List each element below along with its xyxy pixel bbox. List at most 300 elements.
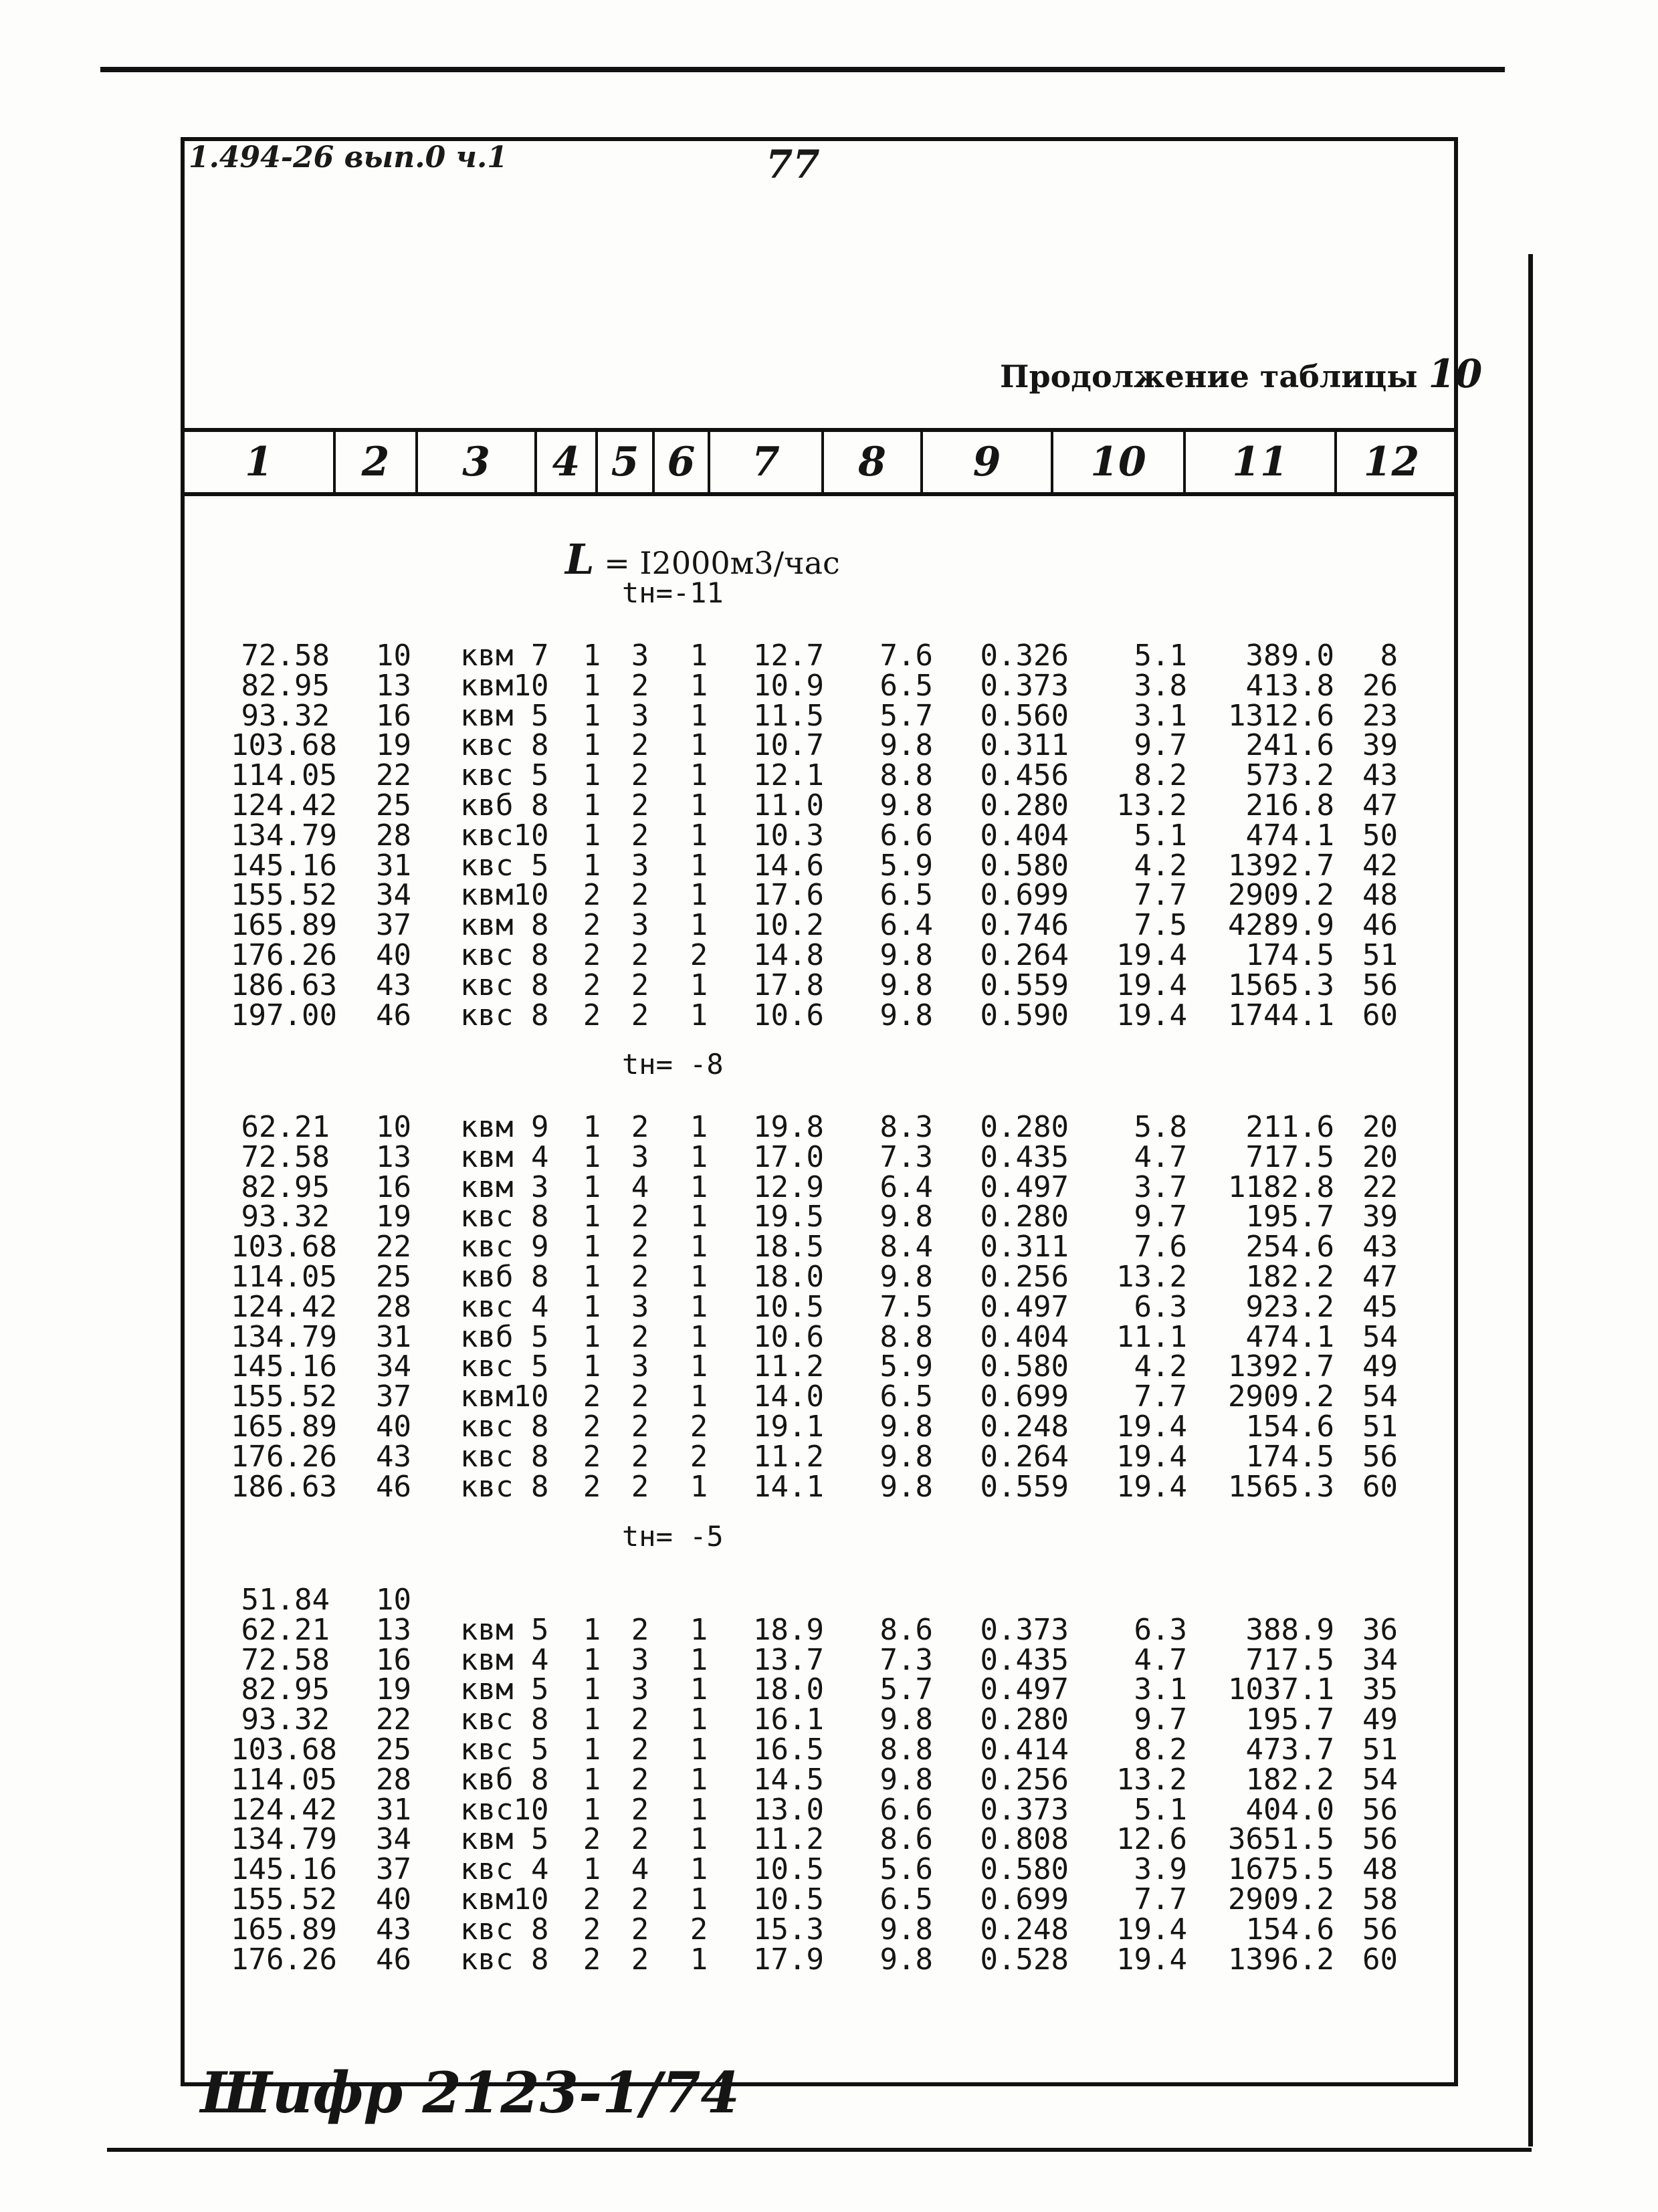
- table-cell-col6: 1: [690, 1289, 708, 1324]
- table-cell-col5: 2: [631, 1110, 649, 1144]
- table-cell-col3: квб 8: [460, 1260, 549, 1294]
- table-cell-col2: 46: [376, 998, 411, 1032]
- table-cell-col5: 2: [631, 1762, 649, 1797]
- table-cell-col8: 6.5: [879, 1882, 933, 1916]
- table-cell-col4: 1: [583, 728, 601, 763]
- table-cell-col11: 573.2: [1245, 758, 1334, 793]
- table-cell-col12: 34: [1362, 1642, 1398, 1677]
- flow-value: = I2000м3/час: [604, 545, 840, 581]
- table-cell-col5: 2: [631, 1439, 649, 1474]
- table-cell-col10: 19.4: [1116, 1469, 1187, 1504]
- table-cell-col3: квм 5: [460, 698, 549, 733]
- table-cell-col6: 1: [690, 758, 708, 793]
- table-cell-col2: 10: [376, 639, 411, 673]
- table-cell-col11: 474.1: [1245, 1319, 1334, 1354]
- table-cell-col7: 18.0: [753, 1260, 824, 1294]
- table-cell-col1: 114.05: [231, 1260, 337, 1294]
- table-cell-col2: 22: [376, 1702, 411, 1737]
- table-cell-col3: квм10: [460, 668, 549, 703]
- table-cell-col7: 11.2: [753, 1439, 824, 1474]
- table-cell-col3: квс 8: [460, 938, 549, 972]
- table-cell-col2: 28: [376, 818, 411, 853]
- table-cell-col1: 62.21: [241, 1110, 330, 1144]
- table-cell-col1: 82.95: [241, 1170, 330, 1204]
- table-cell-col6: 1: [690, 1200, 708, 1234]
- table-cell-col1: 124.42: [231, 788, 337, 822]
- table-cell-col1: 155.52: [231, 878, 337, 913]
- table-cell-col10: 3.9: [1134, 1852, 1187, 1887]
- table-cell-col6: 1: [690, 1349, 708, 1384]
- continuation-label: Продолжение таблицы: [1000, 358, 1418, 395]
- table-cell-col1: 134.79: [231, 818, 337, 853]
- table-cell-col6: 1: [690, 968, 708, 1002]
- table-cell-col2: 19: [376, 1672, 411, 1707]
- table-cell-col12: 36: [1362, 1612, 1398, 1647]
- table-cell-col12: 58: [1362, 1882, 1398, 1916]
- table-cell-col10: 6.3: [1134, 1612, 1187, 1647]
- col-header-9: 9: [923, 432, 1053, 492]
- table-cell-col11: 154.6: [1245, 1410, 1334, 1444]
- table-cell-col1: 155.52: [231, 1379, 337, 1414]
- table-cell-col8: 9.8: [879, 1260, 933, 1294]
- table-cell-col1: 103.68: [231, 728, 337, 763]
- table-cell-col8: 6.4: [879, 1170, 933, 1204]
- table-cell-col9: 0.248: [980, 1912, 1069, 1947]
- table-cell-col5: 2: [631, 1942, 649, 1977]
- table-cell-col4: 1: [583, 758, 601, 793]
- table-cell-col7: 17.8: [753, 968, 824, 1002]
- table-cell-col9: 0.264: [980, 938, 1069, 972]
- table-cell-col12: 22: [1362, 1170, 1398, 1204]
- table-cell-col6: 1: [690, 1822, 708, 1857]
- table-cell-col3: квс 5: [460, 848, 549, 883]
- table-cell-col10: 3.8: [1134, 668, 1187, 703]
- table-cell-col1: 186.63: [231, 968, 337, 1002]
- table-cell-col5: 2: [631, 1792, 649, 1827]
- table-cell-col2: 19: [376, 728, 411, 763]
- table-cell-col7: 19.1: [753, 1410, 824, 1444]
- table-cell-col3: квс 8: [460, 1702, 549, 1737]
- col-header-2: 2: [336, 432, 418, 492]
- table-cell-col9: 0.699: [980, 1882, 1069, 1916]
- table-cell-col3: квм10: [460, 878, 549, 913]
- table-cell-col10: 4.7: [1134, 1139, 1187, 1174]
- table-cell-col5: 2: [631, 1612, 649, 1647]
- table-cell-col11: 388.9: [1245, 1612, 1334, 1647]
- table-cell-col7: 16.5: [753, 1733, 824, 1767]
- table-cell-col12: 56: [1362, 968, 1398, 1002]
- table-cell-col1: 145.16: [231, 1349, 337, 1384]
- table-cell-col12: 47: [1362, 1260, 1398, 1294]
- table-cell-col2: 34: [376, 1822, 411, 1857]
- table-cell-col6: 2: [690, 1439, 708, 1474]
- table-cell-col5: 2: [631, 938, 649, 972]
- table-cell-col11: 1392.7: [1228, 848, 1334, 883]
- table-cell-col8: 8.4: [879, 1230, 933, 1264]
- table-cell-col2: 31: [376, 848, 411, 883]
- table-cell-col9: 0.580: [980, 1349, 1069, 1384]
- table-cell-col1: 82.95: [241, 668, 330, 703]
- table-cell-col10: 5.1: [1134, 1792, 1187, 1827]
- cipher-signature: Шифр 2123-1/74: [201, 2060, 740, 2126]
- table-cell-col9: 0.435: [980, 1642, 1069, 1677]
- table-cell-col3: квс 5: [460, 1349, 549, 1384]
- table-cell-col1: 176.26: [231, 1942, 337, 1977]
- table-cell-col2: 43: [376, 1912, 411, 1947]
- table-cell-col10: 12.6: [1116, 1822, 1187, 1857]
- table-cell-col12: 42: [1362, 848, 1398, 883]
- table-cell-col8: 6.6: [879, 1792, 933, 1827]
- col-header-1: 1: [185, 432, 336, 492]
- table-cell-col3: квс 5: [460, 758, 549, 793]
- table-cell-col12: 8: [1380, 639, 1398, 673]
- table-cell-col3: квм10: [460, 1882, 549, 1916]
- table-cell-col1: 124.42: [231, 1289, 337, 1324]
- table-cell-col12: 60: [1362, 998, 1398, 1032]
- table-cell-col11: 474.1: [1245, 818, 1334, 853]
- table-cell-col7: 11.2: [753, 1349, 824, 1384]
- table-cell-col6: 1: [690, 1762, 708, 1797]
- table-cell-col2: 16: [376, 1170, 411, 1204]
- table-cell-col4: 2: [583, 938, 601, 972]
- table-cell-col9: 0.280: [980, 1200, 1069, 1234]
- continuation-heading: [1000, 351, 1482, 397]
- table-cell-col4: 1: [583, 1702, 601, 1737]
- table-cell-col11: 1565.3: [1228, 1469, 1334, 1504]
- table-cell-col6: 1: [690, 1319, 708, 1354]
- table-cell-col3: квб 8: [460, 788, 549, 822]
- section-temp-label: tн= -5: [622, 1520, 724, 1553]
- table-cell-col8: 9.8: [879, 1762, 933, 1797]
- table-cell-col10: 19.4: [1116, 998, 1187, 1032]
- table-cell-col12: 50: [1362, 818, 1398, 853]
- table-cell-col12: 23: [1362, 698, 1398, 733]
- table-cell-col2: 22: [376, 758, 411, 793]
- table-cell-col9: 0.699: [980, 1379, 1069, 1414]
- table-cell-col6: 1: [690, 1642, 708, 1677]
- table-cell-col11: 413.8: [1245, 668, 1334, 703]
- table-cell-col2: 25: [376, 1260, 411, 1294]
- table-cell-col10: 3.7: [1134, 1170, 1187, 1204]
- table-cell-col8: 8.3: [879, 1110, 933, 1144]
- col-header-5: 5: [598, 432, 655, 492]
- table-cell-col12: 48: [1362, 1852, 1398, 1887]
- table-cell-col7: 14.5: [753, 1762, 824, 1797]
- table-cell-col2: 37: [376, 1852, 411, 1887]
- col-header-10: 10: [1053, 432, 1186, 492]
- table-cell-col10: 4.2: [1134, 1349, 1187, 1384]
- table-cell-col6: 1: [690, 1942, 708, 1977]
- table-cell-col5: 2: [631, 1200, 649, 1234]
- table-cell-col10: 19.4: [1116, 938, 1187, 972]
- table-cell-col2: 34: [376, 878, 411, 913]
- table-cell-col8: 7.6: [879, 639, 933, 673]
- table-cell-col7: 10.5: [753, 1852, 824, 1887]
- table-cell-col10: 8.2: [1134, 758, 1187, 793]
- table-cell-col3: квм 8: [460, 908, 549, 943]
- table-cell-col8: 9.8: [879, 1702, 933, 1737]
- table-cell-col3: квм10: [460, 1379, 549, 1414]
- table-cell-col5: 3: [631, 848, 649, 883]
- table-cell-col12: 48: [1362, 878, 1398, 913]
- table-cell-col5: 2: [631, 788, 649, 822]
- table-cell-col10: 8.2: [1134, 1733, 1187, 1767]
- table-cell-col12: 35: [1362, 1672, 1398, 1707]
- table-cell-col5: 3: [631, 1672, 649, 1707]
- table-cell-col12: 49: [1362, 1349, 1398, 1384]
- table-cell-col12: 45: [1362, 1289, 1398, 1324]
- table-cell-col10: 7.7: [1134, 1882, 1187, 1916]
- table-cell-col3: квб 8: [460, 1762, 549, 1797]
- table-cell-col3: квс 8: [460, 1942, 549, 1977]
- table-cell-col6: 1: [690, 1139, 708, 1174]
- table-cell-col12: 46: [1362, 908, 1398, 943]
- table-cell-col1: 134.79: [231, 1822, 337, 1857]
- table-cell-col7: 11.0: [753, 788, 824, 822]
- table-cell-col10: 9.7: [1134, 728, 1187, 763]
- table-cell-col10: 19.4: [1116, 1410, 1187, 1444]
- table-cell-col5: 2: [631, 1260, 649, 1294]
- table-cell-col4: 1: [583, 1642, 601, 1677]
- table-cell-col4: 2: [583, 1469, 601, 1504]
- table-number: 10: [1428, 351, 1483, 397]
- table-cell-col5: 3: [631, 1139, 649, 1174]
- table-cell-col11: 1565.3: [1228, 968, 1334, 1002]
- table-cell-col9: 0.264: [980, 1439, 1069, 1474]
- table-cell-col12: 49: [1362, 1702, 1398, 1737]
- table-cell-col12: 51: [1362, 1733, 1398, 1767]
- table-cell-col8: 7.3: [879, 1139, 933, 1174]
- table-cell-col9: 0.580: [980, 1852, 1069, 1887]
- table-cell-col9: 0.311: [980, 1230, 1069, 1264]
- flow-symbol: L: [565, 535, 595, 584]
- table-cell-col6: 1: [690, 998, 708, 1032]
- table-cell-col9: 0.580: [980, 848, 1069, 883]
- document-code: 1.494-26 вып.0 ч.1: [189, 140, 508, 175]
- table-cell-col7: 12.1: [753, 758, 824, 793]
- table-cell-col1: 72.58: [241, 1139, 330, 1174]
- table-cell-col9: 0.559: [980, 968, 1069, 1002]
- table-cell-col2: 43: [376, 1439, 411, 1474]
- section-temp-label: tн= -8: [622, 1048, 724, 1081]
- table-cell-col7: 14.6: [753, 848, 824, 883]
- table-cell-col5: 2: [631, 1822, 649, 1857]
- table-cell-col9: 0.248: [980, 1410, 1069, 1444]
- table-cell-col11: 1392.7: [1228, 1349, 1334, 1384]
- table-cell-col8: 6.5: [879, 1379, 933, 1414]
- table-cell-col3: квс 8: [460, 1410, 549, 1444]
- table-cell-col7: 10.5: [753, 1882, 824, 1916]
- table-cell-col3: квс 8: [460, 998, 549, 1032]
- table-cell-col3: квс 8: [460, 1469, 549, 1504]
- table-cell-col1: 197.00: [231, 998, 337, 1032]
- table-cell-col4: 2: [583, 968, 601, 1002]
- table-cell-col7: 19.5: [753, 1200, 824, 1234]
- table-cell-col10: 4.2: [1134, 848, 1187, 883]
- table-cell-col4: 1: [583, 1733, 601, 1767]
- table-cell-col9: 0.311: [980, 728, 1069, 763]
- table-cell-col2: 28: [376, 1762, 411, 1797]
- table-cell-col6: 1: [690, 1852, 708, 1887]
- table-cell-col4: 2: [583, 908, 601, 943]
- table-cell-col10: 7.5: [1134, 908, 1187, 943]
- top-rule: [100, 67, 1505, 72]
- table-cell-col10: 7.6: [1134, 1230, 1187, 1264]
- table-cell-col4: 1: [583, 1170, 601, 1204]
- table-cell-col1: 124.42: [231, 1792, 337, 1827]
- table-cell-col9: 0.326: [980, 639, 1069, 673]
- table-cell-col11: 154.6: [1245, 1912, 1334, 1947]
- table-cell-col12: 56: [1362, 1912, 1398, 1947]
- table-cell-col12: 43: [1362, 758, 1398, 793]
- table-cell-col9: 0.280: [980, 1110, 1069, 1144]
- table-cell-col1: 103.68: [231, 1230, 337, 1264]
- table-cell-col5: 2: [631, 1469, 649, 1504]
- table-cell-col1: 62.21: [241, 1612, 330, 1647]
- table-cell-col10: 9.7: [1134, 1702, 1187, 1737]
- col-header-12: 12: [1363, 439, 1420, 485]
- table-cell-col2: 28: [376, 1289, 411, 1324]
- table-cell-col4: 2: [583, 878, 601, 913]
- table-cell-col10: 11.1: [1116, 1319, 1187, 1354]
- table-cell-col9: 0.280: [980, 788, 1069, 822]
- table-cell-col8: 9.8: [879, 1469, 933, 1504]
- col-header-11: 11: [1186, 432, 1337, 492]
- table-cell-col1: 82.95: [241, 1672, 330, 1707]
- table-cell-col12: 56: [1362, 1792, 1398, 1827]
- table-cell-col4: 1: [583, 1612, 601, 1647]
- table-cell-col4: 2: [583, 998, 601, 1032]
- table-cell-col3: квм 5: [460, 1672, 549, 1707]
- table-cell-col5: 2: [631, 1379, 649, 1414]
- table-cell-col1: 72.58: [241, 639, 330, 673]
- table-cell-col4: 1: [583, 1110, 601, 1144]
- table-cell-col3: квс10: [460, 1792, 549, 1827]
- table-cell-col2: 13: [376, 668, 411, 703]
- table-cell-col4: 1: [583, 639, 601, 673]
- table-cell-col9: 0.746: [980, 908, 1069, 943]
- table-cell-col6: 1: [690, 1379, 708, 1414]
- table-cell-col2: 10: [376, 1110, 411, 1144]
- table-cell-col9: 0.373: [980, 1612, 1069, 1647]
- table-cell-col4: 1: [583, 1792, 601, 1827]
- table-cell-col10: 4.7: [1134, 1642, 1187, 1677]
- table-cell-col9: 0.404: [980, 1319, 1069, 1354]
- table-cell-col5: 2: [631, 1733, 649, 1767]
- table-cell-col7: 13.7: [753, 1642, 824, 1677]
- col-header-6: 6: [655, 432, 710, 492]
- table-cell-col7: 11.2: [753, 1822, 824, 1857]
- table-cell-col2: 16: [376, 1642, 411, 1677]
- table-cell-col10: 5.1: [1134, 818, 1187, 853]
- table-cell-col4: 1: [583, 1319, 601, 1354]
- table-cell-col3: квм 5: [460, 1612, 549, 1647]
- col-header-4: 4: [537, 432, 598, 492]
- table-cell-col9: 0.280: [980, 1702, 1069, 1737]
- table-cell-col11: 1182.8: [1228, 1170, 1334, 1204]
- table-cell-col4: 1: [583, 1289, 601, 1324]
- table-cell-col7: 10.3: [753, 818, 824, 853]
- table-cell-col8: 9.8: [879, 1439, 933, 1474]
- table-cell-col11: 241.6: [1245, 728, 1334, 763]
- table-cell-col2: 46: [376, 1469, 411, 1504]
- table-cell-col7: 17.6: [753, 878, 824, 913]
- table-cell-col7: 18.0: [753, 1672, 824, 1707]
- table-cell-col10: 7.7: [1134, 878, 1187, 913]
- table-cell-col7: 11.5: [753, 698, 824, 733]
- table-cell-col4: 1: [583, 668, 601, 703]
- table-cell-col7: 10.9: [753, 668, 824, 703]
- table-cell-col9: 0.699: [980, 878, 1069, 913]
- table-cell-col12: 39: [1362, 728, 1398, 763]
- table-cell-col1: 145.16: [231, 1852, 337, 1887]
- table-cell-col8: 9.8: [879, 1410, 933, 1444]
- table-cell-col11: 2909.2: [1228, 1379, 1334, 1414]
- table-cell-col7: 10.2: [753, 908, 824, 943]
- table-cell-col8: 9.8: [879, 1200, 933, 1234]
- table-cell-col2: 37: [376, 908, 411, 943]
- table-cell-col11: 211.6: [1245, 1110, 1334, 1144]
- table-cell-col10: 5.8: [1134, 1110, 1187, 1144]
- table-cell-col11: 1037.1: [1228, 1672, 1334, 1707]
- table-cell-col10: 19.4: [1116, 968, 1187, 1002]
- table-cell-col7: 10.5: [753, 1289, 824, 1324]
- table-cell-col2: 13: [376, 1612, 411, 1647]
- table-cell-col12: 54: [1362, 1319, 1398, 1354]
- table-cell-col12: 47: [1362, 788, 1398, 822]
- table-cell-col9: 0.373: [980, 1792, 1069, 1827]
- table-cell-col5: 2: [631, 1410, 649, 1444]
- table-cell-col6: 1: [690, 1230, 708, 1264]
- table-cell-col8: 7.5: [879, 1289, 933, 1324]
- table-cell-col4: 2: [583, 1439, 601, 1474]
- table-cell-col11: 4289.9: [1228, 908, 1334, 943]
- column-header-row: [185, 428, 1454, 496]
- table-cell-col6: 1: [690, 1672, 708, 1707]
- table-cell-col7: 12.7: [753, 639, 824, 673]
- table-cell-col11: 1744.1: [1228, 998, 1334, 1032]
- table-cell-col5: 2: [631, 878, 649, 913]
- table-cell-col2: 25: [376, 788, 411, 822]
- table-cell-col5: 2: [631, 758, 649, 793]
- table-cell-col8: 8.6: [879, 1612, 933, 1647]
- table-cell-col3: квс 8: [460, 728, 549, 763]
- table-cell-col1: 93.32: [241, 1200, 330, 1234]
- table-cell-col6: 1: [690, 1260, 708, 1294]
- table-cell-col10: 5.1: [1134, 639, 1187, 673]
- table-cell-col8: 9.8: [879, 788, 933, 822]
- table-cell-col8: 5.9: [879, 848, 933, 883]
- table-cell-col7: 18.5: [753, 1230, 824, 1264]
- table-cell-col2: 40: [376, 938, 411, 972]
- table-cell-col3: квм 7: [460, 639, 549, 673]
- table-cell-col11: 473.7: [1245, 1733, 1334, 1767]
- table-cell-col2: 10: [376, 1583, 411, 1617]
- table-cell-col2: 19: [376, 1200, 411, 1234]
- table-cell-col4: 2: [583, 1882, 601, 1916]
- table-cell-col7: 14.1: [753, 1469, 824, 1504]
- table-cell-col9: 0.456: [980, 758, 1069, 793]
- table-cell-col4: 1: [583, 1260, 601, 1294]
- table-cell-col5: 2: [631, 998, 649, 1032]
- table-cell-col7: 19.8: [753, 1110, 824, 1144]
- table-cell-col3: квм 4: [460, 1642, 549, 1677]
- table-cell-col12: 20: [1362, 1110, 1398, 1144]
- table-cell-col10: 19.4: [1116, 1912, 1187, 1947]
- table-cell-col6: 1: [690, 788, 708, 822]
- table-cell-col4: 2: [583, 1912, 601, 1947]
- table-cell-col6: 2: [690, 1410, 708, 1444]
